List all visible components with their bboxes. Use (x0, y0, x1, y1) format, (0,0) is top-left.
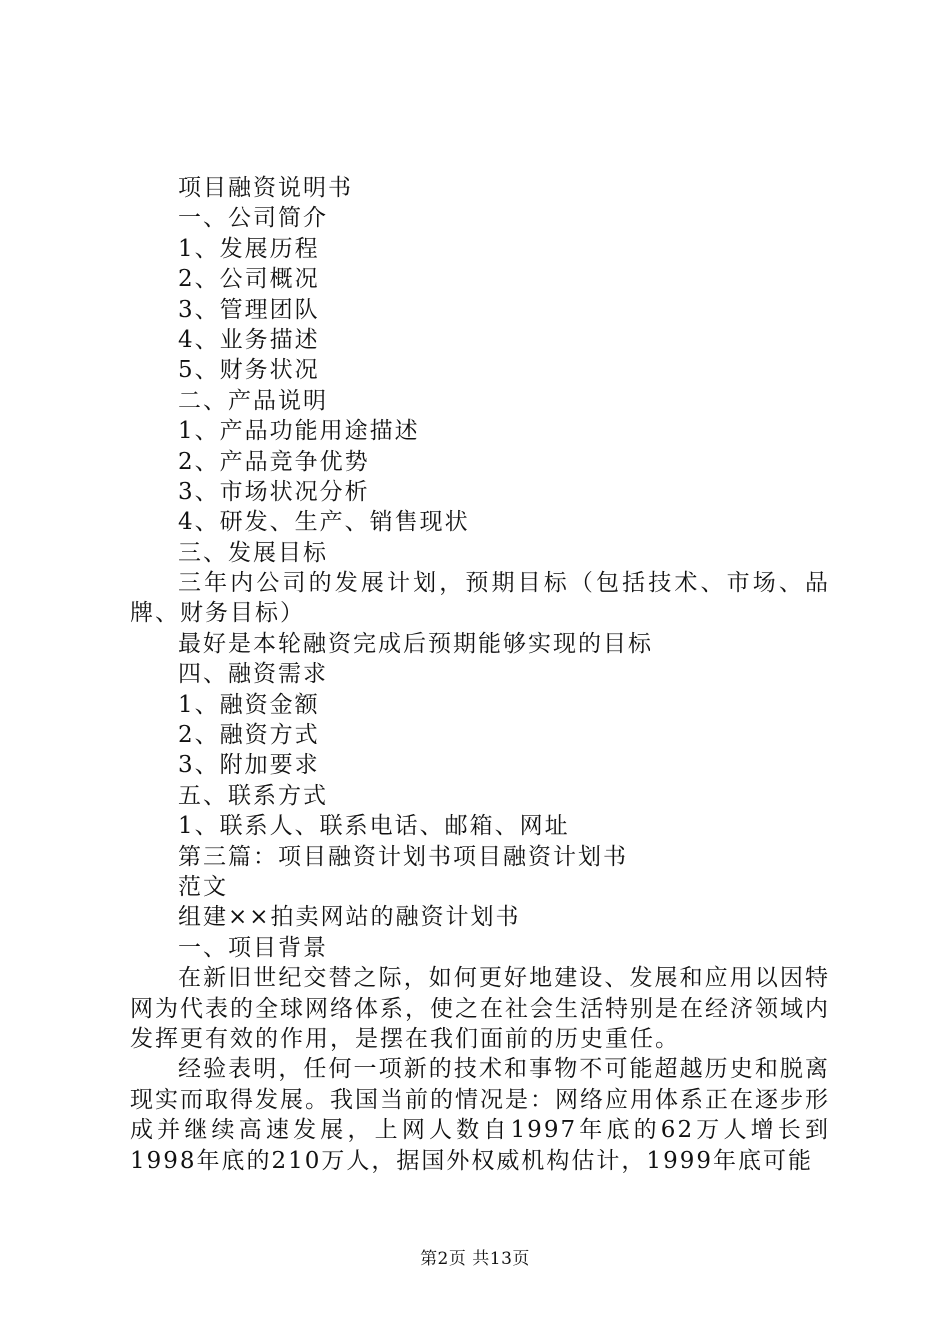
section-heading: 四、融资需求 (178, 661, 328, 688)
text-line: 最好是本轮融资完成后预期能够实现的目标 (178, 630, 653, 657)
list-item: 3、管理团队 (178, 296, 320, 323)
doc-title: 项目融资说明书 (178, 175, 353, 201)
page-footer: 第2页 共13页 (420, 1249, 530, 1269)
chapter-heading: 第三篇：项目融资计划书项目融资计划书 (178, 843, 628, 870)
list-item: 1、产品功能用途描述 (178, 418, 420, 445)
list-item: 3、市场状况分析 (178, 478, 370, 505)
list-item: 2、公司概况 (178, 266, 320, 293)
section-heading: 二、产品说明 (178, 387, 328, 414)
list-item: 4、业务描述 (178, 326, 320, 353)
list-item: 2、融资方式 (178, 722, 320, 749)
list-item: 5、财务状况 (178, 357, 320, 384)
paragraph-background: 在新旧世纪交替之际，如何更好地建设、发展和应用以因特网为代表的全球网络体系，使之在社会生活特别是在经济领域内发挥更有效的作用，是摆在我们面前的历史重任。 (130, 965, 830, 1052)
section-heading: 一、项目背景 (178, 934, 328, 961)
document-body (130, 173, 830, 1176)
paragraph-experience: 经验表明，任何一项新的技术和事物不可能超越历史和脱离现实而取得发展。我国当前的情况是：网络应用体系正在逐步形成并继续高速发展，上网人数自1997年底的62万人增长到1998年底的210万人，据国外权威机构估计，1999年底可能 (130, 1056, 830, 1174)
section-heading: 一、公司简介 (178, 205, 328, 232)
list-item: 2、产品竞争优势 (178, 448, 370, 475)
paragraph-goal: 三年内公司的发展计划，预期目标（包括技术、市场、品牌、财务目标） (130, 570, 830, 627)
list-item: 4、研发、生产、销售现状 (178, 509, 470, 536)
text-line: 范文 (178, 874, 228, 901)
list-item: 1、联系人、联系电话、邮箱、网址 (178, 813, 570, 840)
section-heading: 五、联系方式 (178, 782, 328, 809)
list-item: 1、发展历程 (178, 235, 320, 262)
list-item: 1、融资金额 (178, 691, 320, 718)
subtitle: 组建××拍卖网站的融资计划书 (178, 904, 521, 931)
list-item: 3、附加要求 (178, 752, 320, 779)
section-heading: 三、发展目标 (178, 539, 328, 566)
